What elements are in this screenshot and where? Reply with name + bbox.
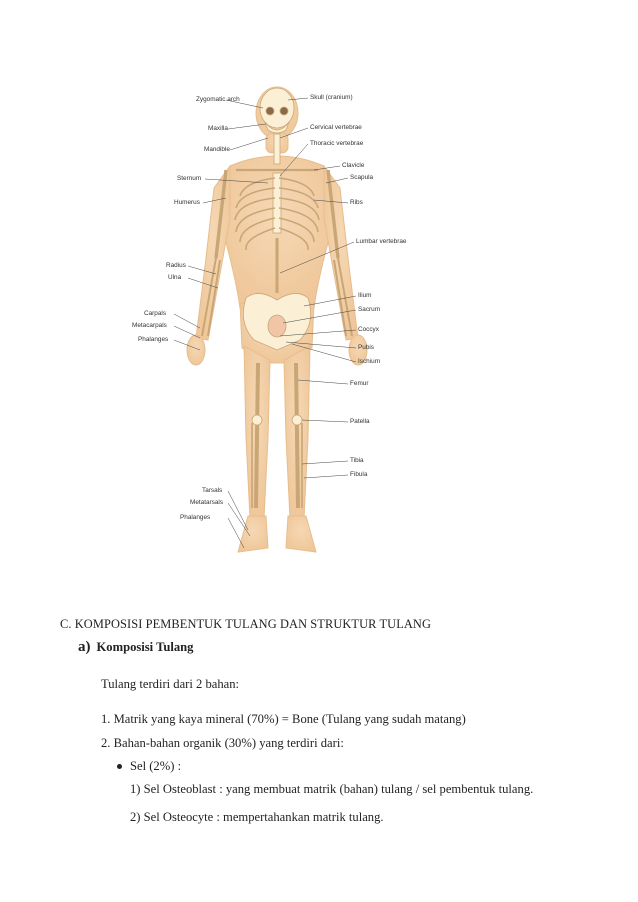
label-phalanges-foot: Phalanges: [180, 514, 211, 521]
label-cervical-vertebrae: Cervical vertebrae: [310, 124, 362, 131]
label-ribs: Ribs: [350, 199, 363, 206]
label-pubis: Pubis: [358, 344, 374, 351]
label-femur: Femur: [350, 380, 369, 387]
label-tarsals: Tarsals: [202, 487, 223, 494]
label-clavicle: Clavicle: [342, 162, 365, 169]
label-zygomatic-arch: Zygomatic arch: [196, 96, 240, 103]
label-ischium: Ischium: [358, 358, 381, 365]
bullet-icon: [117, 764, 122, 769]
intro-paragraph: Tulang terdiri dari 2 bahan:: [101, 677, 240, 691]
label-sacrum: Sacrum: [358, 306, 381, 313]
label-mandible: Mandible: [204, 146, 230, 153]
label-scapula: Scapula: [350, 174, 374, 181]
label-tibia: Tibia: [350, 457, 364, 464]
sub-heading-text: Komposisi Tulang: [96, 640, 194, 654]
list-item: 2. Bahan-bahan organik (30%) yang terdiri dari:: [101, 736, 344, 750]
sub-heading: [78, 639, 193, 656]
label-thoracic-vertebrae: Thoracic vertebrae: [310, 140, 364, 147]
bullet-text: Sel (2%) :: [130, 759, 182, 773]
list-item: 1. Matrik yang kaya mineral (70%) = Bone (Tulang yang sudah matang): [101, 712, 466, 726]
bullet-item: [117, 759, 181, 774]
label-metacarpals: Metacarpals: [132, 322, 167, 329]
label-fibula: Fibula: [350, 471, 368, 478]
label-metatarsals: Metatarsals: [190, 499, 224, 506]
sub-list-item: 2) Sel Osteocyte : mempertahankan matrik tulang.: [130, 810, 384, 824]
label-carpals: Carpals: [144, 310, 167, 317]
label-humerus: Humerus: [174, 199, 200, 206]
label-sternum: Sternum: [177, 175, 202, 182]
label-ilium: Ilium: [358, 292, 372, 299]
section-heading: C. KOMPOSISI PEMBENTUK TULANG DAN STRUKTUR TULANG: [60, 617, 432, 631]
label-ulna: Ulna: [168, 274, 182, 281]
label-phalanges-hand: Phalanges: [138, 336, 169, 343]
label-skull: Skull (cranium): [310, 94, 353, 101]
label-maxilla: Maxilla: [208, 125, 228, 132]
label-radius: Radius: [166, 262, 186, 269]
sub-list-item: 1) Sel Osteoblast : yang membuat matrik (bahan) tulang / sel pembentuk tulang.: [130, 782, 534, 796]
label-coccyx: Coccyx: [358, 326, 379, 333]
sub-heading-marker: a): [78, 639, 91, 655]
label-lumbar-vertebrae: Lumbar vertebrae: [356, 238, 407, 245]
label-patella: Patella: [350, 418, 370, 425]
skeleton-figure: [118, 78, 408, 568]
